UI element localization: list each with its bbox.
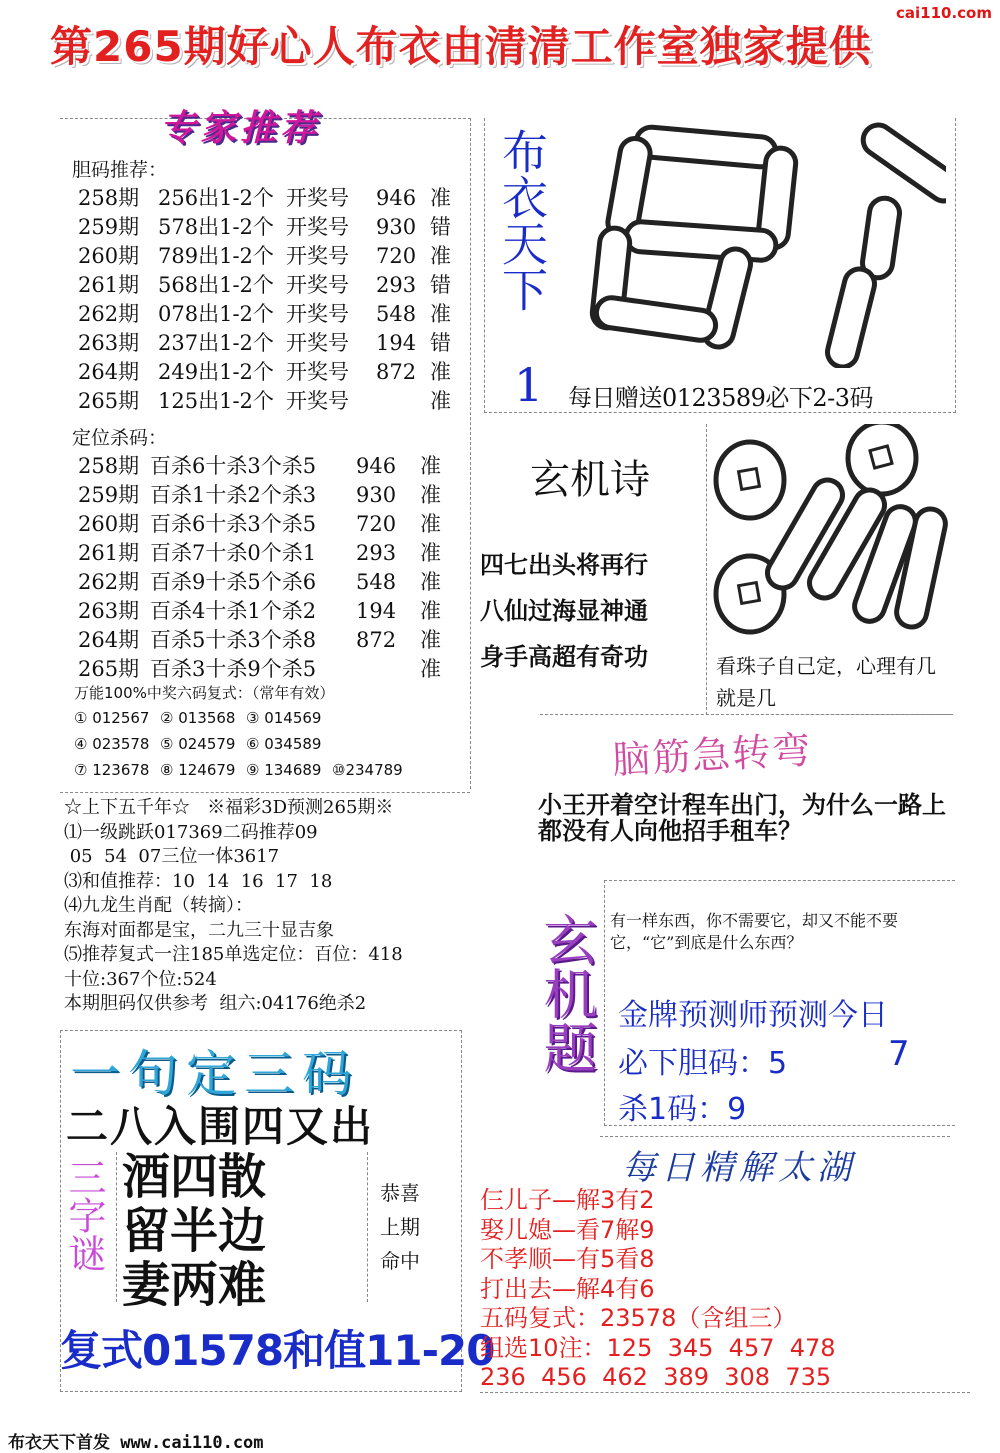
combo: ⑨ 134689 [246,761,322,779]
bead-digits-87 [566,118,946,368]
pick: 789出1-2个 [158,244,274,268]
result: 准 [420,541,441,565]
issue: 261期 [78,273,140,297]
poem-line: 四七出头将再行 [480,551,648,579]
table-row [72,510,472,539]
buyi-number: 1 [514,358,544,412]
combo: ③ 014569 [246,709,322,727]
issue: 259期 [78,215,140,239]
result: 准 [430,186,451,210]
beads-note: 看珠子自己定，心理有几就是几 [716,654,936,710]
result: 准 [430,389,451,413]
result: 准 [420,657,441,681]
issue: 265期 [78,657,140,681]
seg-7-lower [824,266,877,368]
result: 准 [420,483,441,507]
combo: ⑥ 034589 [246,735,322,753]
label: 开奖号 [286,244,349,268]
coin-hole-icon [870,446,892,468]
result: 准 [420,454,441,478]
list-item [74,705,474,731]
mystery-title: 玄机题 [535,912,598,1074]
label: 开奖号 [286,273,349,297]
result: 准 [420,628,441,652]
coin-hole-icon [739,469,760,490]
congrats-line: 上期 [380,1215,420,1239]
label: 开奖号 [286,186,349,210]
table-row [72,358,472,387]
page-title: 第265期好心人布衣由清清工作室独家提供 [50,22,872,71]
list-item [74,731,474,757]
table-row [72,184,472,213]
pick: 百杀6十杀3个杀5 [150,512,317,536]
taihu-lines [480,1186,950,1393]
label: 开奖号 [286,331,349,355]
congrats-line: 恭喜 [380,1181,420,1205]
three-char-riddle-title: 三字谜 [62,1158,106,1272]
issue: 262期 [78,570,140,594]
pick: 125出1-2个 [158,389,274,413]
draw-number: 194 [376,331,417,355]
taihu-bottom-border [480,1392,970,1393]
draw-number: 946 [376,186,417,210]
forecast-line: 05 54 07三位一体3617 [64,846,280,867]
dan-section [72,156,472,416]
seg-8-bottom [594,296,717,342]
riddle-line: 酒四散 [122,1149,267,1205]
pick: 578出1-2个 [158,215,274,239]
draw-number: 930 [376,215,417,239]
expert-title: 专家推荐 [160,108,321,149]
forecast-line: ⑷九龙生肖配（转摘）： [64,895,253,916]
forecast-line: ⑴一级跳跃017369二码推荐09 [64,821,318,843]
table-row [72,213,472,242]
dan-code-extra: 7 [888,1034,910,1074]
poem-line: 身手高超有奇功 [480,643,648,671]
issue: 265期 [78,389,140,413]
forecast-line: ⑶和值推荐：10 14 16 17 18 [64,870,333,892]
kill-table [72,452,472,684]
six-section [74,681,474,783]
forecast-line: 东海对面都是宝，二九三十显吉象 [64,919,334,941]
result: 错 [430,215,451,239]
table-row [72,597,472,626]
issue: 258期 [78,454,140,478]
riddle-line: 留半边 [122,1203,267,1259]
brain-question: 小王开着空计程车出门，为什么一路上都没有人向他招手租车？ [538,791,946,845]
taihu-line: 打出去—解4有6 [480,1274,655,1303]
one-line-phrase: 二八入围四又出 [66,1102,375,1151]
draw-number: 872 [376,360,417,384]
dan-label: 胆码推荐： [72,159,168,181]
buyi-vertical: 布衣天下 [495,128,549,312]
table-row [72,539,472,568]
forecast-lines [64,796,484,1017]
issue: 260期 [78,244,140,268]
taihu-line: 五码复式：23578（含组三） [480,1304,797,1332]
combo-text: 复式01578和值11-20 [60,1326,495,1375]
draw-number: 930 [356,483,397,507]
taihu-panel [600,1136,950,1137]
congrats-line: 命中 [380,1249,420,1273]
poem-title: 玄机诗 [530,457,650,503]
seg-8-middle [625,221,777,261]
taihu-line: 仨儿子—解3有2 [480,1186,655,1214]
coin-beads-illustration [710,424,950,640]
table-row [72,242,472,271]
result: 准 [430,302,451,326]
list-item [74,757,474,783]
pick: 百杀6十杀3个杀5 [150,454,317,478]
issue: 263期 [78,599,140,623]
dan-code: 必下胆码：5 [618,1046,788,1081]
poem-line: 八仙过海显神通 [480,597,648,625]
issue: 262期 [78,302,140,326]
taihu-line: 不孝顺—有5看8 [480,1245,655,1273]
combo: ⑧ 124679 [160,761,236,779]
draw-number: 720 [376,244,417,268]
label: 开奖号 [286,215,349,239]
riddle-list [122,1150,266,1312]
draw-number: 548 [356,570,397,594]
pick: 百杀7十杀0个杀1 [150,541,317,565]
issue: 261期 [78,541,140,565]
result: 错 [430,331,451,355]
table-row [72,568,472,597]
gold-forecast-title: 金牌预测师预测今日 [618,998,888,1033]
taihu-line: 236 456 462 389 308 735 [480,1363,832,1391]
combo: ⑦ 123678 [74,761,150,779]
kill-label: 定位杀码： [72,427,168,449]
buyi-daily: 每日赠送0123589必下2-3码 [568,384,874,412]
combo: ⑩234789 [332,761,403,779]
coin-hole-icon [739,583,760,604]
combo: ⑤ 024579 [160,735,236,753]
seg-7-upper [861,196,902,279]
draw-number: 293 [376,273,417,297]
seg-7-top [857,119,946,207]
pick: 百杀5十杀3个杀8 [150,628,317,652]
combo: ② 013568 [160,709,236,727]
result: 准 [420,570,441,594]
pick: 237出1-2个 [158,331,274,355]
issue: 259期 [78,483,140,507]
result: 准 [430,360,451,384]
kill-code: 杀1码：9 [618,1092,747,1127]
six-table [74,705,474,783]
table-row [72,387,472,416]
table-row [72,626,472,655]
mystery-riddle: 有一样东西，你不需要它，却又不能不要它，“它”到底是什么东西？ [610,911,899,952]
issue: 264期 [78,360,140,384]
footer-text: 布衣天下首发 www.cai110.com [8,1433,264,1453]
draw-number: 194 [356,599,397,623]
label: 开奖号 [286,302,349,326]
riddle-line: 妻两难 [122,1257,267,1313]
forecast-line: 十位:367个位:524 [64,968,217,990]
taihu-title: 每日精解太湖 [622,1148,856,1188]
issue: 263期 [78,331,140,355]
table-row [72,271,472,300]
pick: 百杀1十杀2个杀3 [150,483,317,507]
table-row [72,329,472,358]
draw-number: 548 [376,302,417,326]
table-row [72,655,472,684]
six-label: 万能100%中奖六码复式：（常年有效） [74,684,335,702]
brain-title: 脑筋急转弯 [611,727,814,783]
label: 开奖号 [286,389,349,413]
brain-divider [540,714,950,715]
result: 错 [430,273,451,297]
kill-section [72,424,472,684]
taihu-line: 娶儿媳—看7解9 [480,1215,655,1244]
congrats [380,1176,420,1278]
draw-number: 293 [356,541,397,565]
taihu-line: 组选10注：125 345 457 478 [480,1333,836,1362]
result: 准 [420,599,441,623]
pick: 百杀4十杀1个杀2 [150,599,317,623]
combo: ① 012567 [74,709,150,727]
table-row [72,452,472,481]
draw-number: 872 [356,628,397,652]
seg-8-top [635,126,777,168]
site-logo: cai110.com [896,4,992,22]
draw-number: 720 [356,512,397,536]
forecast-line: 本期胆码仅供参考 组六:04176绝杀2 [64,993,367,1014]
combo: ④ 023578 [74,735,150,753]
table-row [72,300,472,329]
draw-number: 946 [356,454,397,478]
forecast-line: ☆上下五千年☆ ※福彩3D预测265期※ [64,797,394,818]
pick: 百杀9十杀5个杀6 [150,570,317,594]
pick: 568出1-2个 [158,273,274,297]
pick: 078出1-2个 [158,302,274,326]
issue: 260期 [78,512,140,536]
issue: 264期 [78,628,140,652]
pick: 百杀3十杀9个杀5 [150,657,317,681]
issue: 258期 [78,186,140,210]
one-line-title: 一句定三码 [70,1045,360,1103]
poem-lines [480,542,648,680]
pick: 256出1-2个 [158,186,274,210]
forecast-line: ⑸推荐复式一注185单选定位：百位：418 [64,944,403,965]
pick: 249出1-2个 [158,360,274,384]
table-row [72,481,472,510]
result: 准 [430,244,451,268]
dan-table [72,184,472,416]
result: 准 [420,512,441,536]
label: 开奖号 [286,360,349,384]
